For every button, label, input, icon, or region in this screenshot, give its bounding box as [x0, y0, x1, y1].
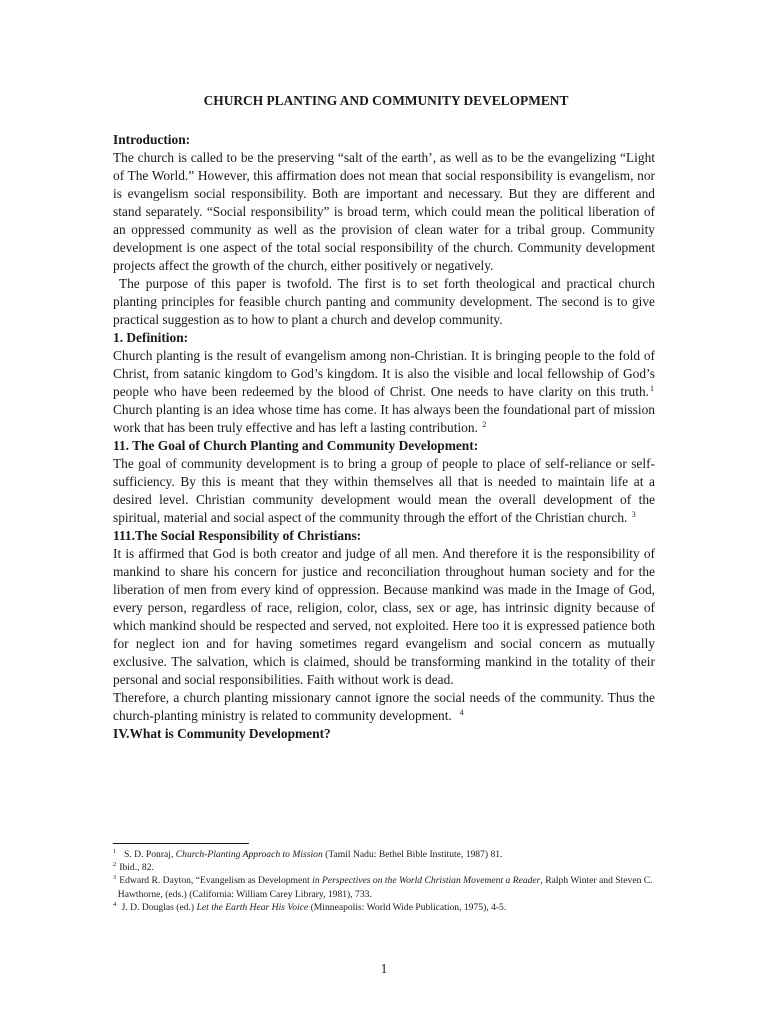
definition-paragraph [113, 347, 655, 437]
definition-text-a: Church planting is the result of evangelism among non-Christian. It is bringing people to the fold of Christ, from satanic kingdom to God’s kingdom. It is also the visible and local fellowship of God’s people who have been redeemed by the blood of Christ. One needs to have clarity on this truth. [113, 348, 655, 399]
goal-paragraph [113, 455, 655, 527]
document-body [113, 92, 659, 743]
social-text-2: Therefore, a church planting missionary cannot ignore the social needs of the community. Thus the church-planting ministry is related to community development. [113, 690, 659, 723]
footnote [113, 861, 658, 874]
footnote-ref-4: 4 [459, 708, 464, 717]
intro-paragraph-2: The purpose of this paper is twofold. The first is to set forth theological and practical church planting principles for feasible church panting and community development. The second is to give practical suggestion as to how to plant a church and develop community. [113, 276, 659, 327]
footnote-text: (Tamil Nadu: Bethel Bible Institute, 1987) 81. [322, 849, 503, 860]
footnote-title: in Perspectives on the World Christian Movement a Reader [312, 875, 541, 887]
footnote [113, 874, 658, 887]
footnote-title: Let the Earth Hear His Voice [196, 901, 309, 913]
footnotes [113, 848, 658, 914]
footnote-number: 4 [113, 900, 117, 908]
social-paragraph-1: It is affirmed that God is both creator and judge of all men. And therefore it is the responsibility of mankind to share his concern for justice and reconciliation throughout human society and for the liberation of men from every kind of oppression. Because mankind was made in the Image of God, every person, regardless of race, religion, color, class, sex or age, has intrinsic dignity because of which mankind should be respected and served, not exploited. Here too it is expressed patience both for neglect ion and for having sometimes regard evangelism and social concern as mutually exclusive. The salvation, which is claimed, should be transforming mankind in the totality of their personal and social responsibilities. Faith without work is dead. [113, 546, 655, 687]
footnote-continuation [113, 888, 658, 901]
footnote-ref-2: 2 [482, 420, 487, 429]
footnote-number: 1 [113, 848, 117, 855]
footnote-text: Ibid., 82. [119, 862, 154, 874]
footnote-text: (Minneapolis: World Wide Publication, 1975), 4-5. [308, 901, 507, 913]
footnote-text: S. D. Ponraj, [119, 849, 176, 860]
section-heading-definition: 1. Definition: [113, 330, 189, 345]
footnote-title: Church-Planting Approach to Mission [175, 849, 323, 860]
footnote-ref-1: 1 [650, 384, 654, 393]
footnote [113, 848, 658, 861]
footnote-separator [113, 843, 249, 844]
footnote-number: 3 [113, 874, 117, 882]
social-paragraph-2 [113, 689, 659, 725]
document-title: CHURCH PLANTING AND COMMUNITY DEVELOPMENT [203, 93, 569, 108]
footnote-text: Hawthorne, (eds.) (California: William Carey Library, 1981), 733. [113, 888, 372, 900]
footnote-number: 2 [113, 861, 117, 869]
goal-text: The goal of community development is to bring a group of people to place of self-reliance or self-sufficiency. By this is meant that they within themselves all that is needed to maintain life at a desired level. Christian community development would mean the overall development of the spiritual, material and social aspect of the community through the effort of the Christian church. [113, 456, 655, 525]
section-heading-introduction: Introduction: [113, 132, 191, 147]
section-heading-goal: 11. The Goal of Church Planting and Community Development: [113, 438, 479, 453]
section-heading-what-is-community-development: IV.What is Community Development? [113, 726, 331, 741]
definition-text-b: Church planting is an idea whose time has come. It has always been the foundational part of mission work that has been truly effective and has left a lasting contribution. [113, 402, 655, 435]
page-number: 1 [380, 961, 388, 976]
section-heading-social-responsibility: 111.The Social Responsibility of Christians: [113, 528, 362, 543]
footnote-text: , Ralph Winter and Steven C. [540, 875, 653, 887]
footnote-ref-3: 3 [631, 510, 636, 519]
footnote-text: J. D. Douglas (ed.) [119, 901, 197, 913]
intro-paragraph-1: The church is called to be the preserving “salt of the earth’, as well as to be the evangelizing “Light of The World.” However, this affirmation does not mean that social responsibility is evangelism, nor is evangelism social responsibility. Both are important and necessary. But they are different and stand separately. “Social responsibility” is broad term, which could mean the political liberation of an oppressed community as well as the provision of clean water for a tribal group. Community development is one aspect of the total social responsibility of the church. Community development projects affect the growth of the church, either positively or negatively. [113, 150, 655, 273]
footnote-text: Edward R. Dayton, “Evangelism as Development [119, 875, 313, 887]
footnote [113, 901, 658, 914]
